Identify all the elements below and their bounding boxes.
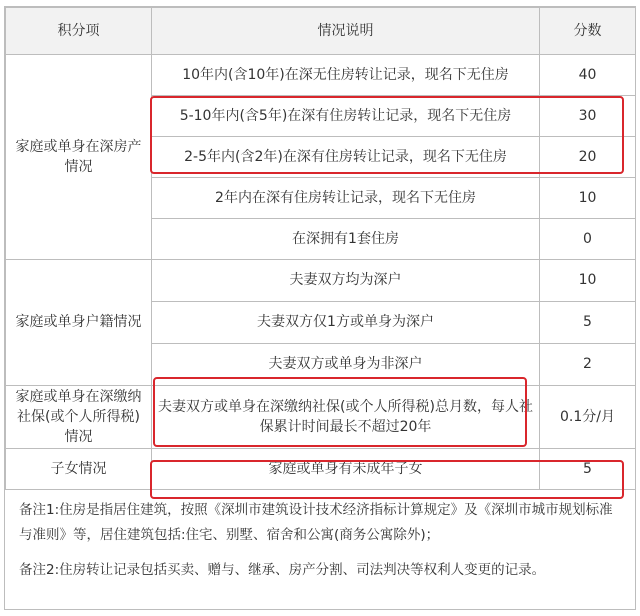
row-score: 5 <box>540 302 636 344</box>
score-table-sheet <box>4 6 636 610</box>
category-hukou: 家庭或单身户籍情况 <box>6 260 152 386</box>
row-desc: 夫妻双方均为深户 <box>152 260 540 302</box>
row-desc: 夫妻双方或单身在深缴纳社保(或个人所得税)总月数，每人社保累计时间最长不超过20年 <box>152 386 540 449</box>
row-score: 40 <box>540 55 636 96</box>
header-desc: 情况说明 <box>152 8 540 55</box>
category-children: 子女情况 <box>6 449 152 490</box>
note-2: 备注2:住房转让记录包括买卖、赠与、继承、房产分割、司法判决等权利人变更的记录。 <box>19 562 546 578</box>
row-score: 10 <box>540 178 636 219</box>
row-desc: 2-5年内(含2年)在深有住房转让记录，现名下无住房 <box>152 137 540 178</box>
note-1: 备注1:住房是指居住建筑，按照《深圳市建筑设计技术经济指标计算规定》及《深圳市城市规划标准与准则》等，居住建筑包括:住宅、别墅、宿舍和公寓(商务公寓除外)； <box>19 502 613 543</box>
table-row <box>6 260 636 302</box>
row-desc: 夫妻双方或单身为非深户 <box>152 344 540 386</box>
score-table <box>5 7 636 490</box>
row-score: 10 <box>540 260 636 302</box>
row-score: 2 <box>540 344 636 386</box>
category-housing: 家庭或单身在深房产情况 <box>6 55 152 260</box>
row-desc: 10年内(含10年)在深无住房转让记录，现名下无住房 <box>152 55 540 96</box>
row-score: 20 <box>540 137 636 178</box>
notes <box>5 490 635 583</box>
header-score: 分数 <box>540 8 636 55</box>
row-score: 5 <box>540 449 636 490</box>
row-desc: 2年内在深有住房转让记录，现名下无住房 <box>152 178 540 219</box>
row-desc: 5-10年内(含5年)在深有住房转让记录，现名下无住房 <box>152 96 540 137</box>
table-row <box>6 386 636 449</box>
table-row <box>6 449 636 490</box>
table-header-row <box>6 8 636 55</box>
row-desc: 家庭或单身有未成年子女 <box>152 449 540 490</box>
table-row <box>6 55 636 96</box>
row-score: 0 <box>540 219 636 260</box>
row-desc: 夫妻双方仅1方或单身为深户 <box>152 302 540 344</box>
row-desc: 在深拥有1套住房 <box>152 219 540 260</box>
header-item: 积分项 <box>6 8 152 55</box>
row-score: 0.1分/月 <box>540 386 636 449</box>
row-score: 30 <box>540 96 636 137</box>
category-social-security: 家庭或单身在深缴纳社保(或个人所得税)情况 <box>6 386 152 449</box>
